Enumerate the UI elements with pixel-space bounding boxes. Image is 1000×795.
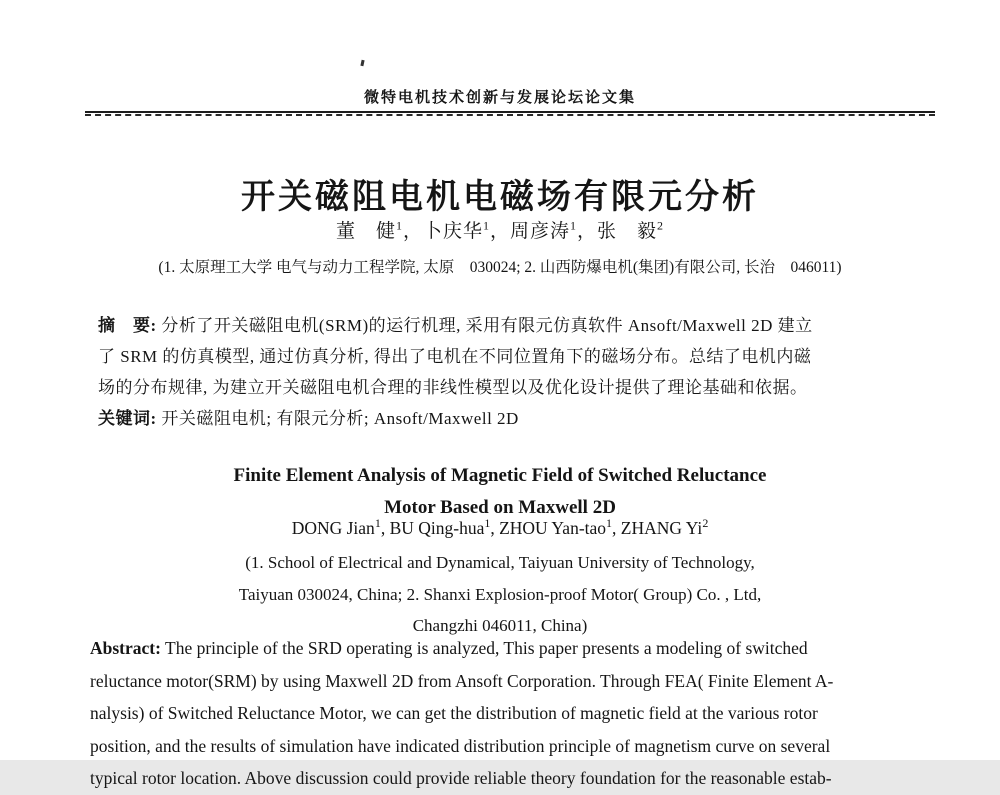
author-superscript: 2 (702, 516, 709, 530)
proceedings-header: 微特电机技术创新与发展论坛论文集 (363, 90, 636, 106)
authors-english (0, 516, 1000, 539)
abstract-label: 摘 要: (98, 316, 157, 335)
abstract-line: reluctance motor(SRM) by using Maxwell 2D from Ansoft Corporation. Through FEA( Finite Element A- (90, 670, 834, 691)
paper-title-chinese: 开关磁阻电机电磁场有限元分析 (241, 177, 759, 216)
keywords-text: 开关磁阻电机; 有限元分析; Ansoft/Maxwell 2D (161, 409, 519, 428)
author-name: ，周彦涛 (490, 221, 571, 242)
english-affiliation-line: (1. School of Electrical and Dynamical, Taiyuan University of Technology, (245, 553, 755, 572)
english-affiliation-line: Changzhi 046011, China) (412, 616, 588, 635)
english-affiliation-line: Taiyuan 030024, China; 2. Shanxi Explosion-proof Motor( Group) Co. , Ltd, (238, 584, 762, 604)
english-title-line: Motor Based on Maxwell 2D (384, 497, 616, 518)
author-name: ，卜庆华 (402, 221, 483, 242)
abstract-line: 了 SRM 的仿真模型, 通过仿真分析, 得出了电机在不同位置角下的磁场分布。总结了电机内磁 (98, 347, 812, 366)
abstract-line: position, and the results of simulation have indicated distribution principle of magnetism curve on several (90, 735, 831, 756)
abstract-text: 分析了开关磁阻电机(SRM)的运行机理, 采用有限元仿真软件 Ansoft/Maxwell 2D 建立 (161, 316, 813, 335)
author-superscript: 1 (484, 516, 491, 530)
abstract-english (90, 632, 922, 795)
english-title-line: Finite Element Analysis of Magnetic Field of Switched Reluctance (233, 465, 767, 486)
author-name: DONG Jian (291, 517, 375, 538)
author-name: , ZHANG Yi (612, 517, 703, 538)
abstract-line: 场的分布规律, 为建立开关磁阻电机合理的非线性模型以及优化设计提供了理论基础和依据。 (98, 378, 808, 397)
author-name: , ZHOU Yan-tao (490, 517, 607, 538)
author-name: , BU Qing-hua (380, 517, 485, 538)
author-name: 董 健 (335, 221, 396, 242)
author-name: ，张 毅 (577, 221, 658, 242)
scan-artifact-speck (360, 60, 364, 66)
abstract-text: The principle of the SRD operating is analyzed, This paper presents a modeling of switched (165, 638, 808, 658)
author-superscript: 1 (374, 516, 381, 530)
author-superscript: 1 (606, 516, 613, 530)
abstract-line (98, 310, 918, 341)
abstract-line: typical rotor location. Above discussion could provide reliable theory foundation for the reasonable estab- (90, 768, 832, 788)
abstract-chinese (98, 310, 918, 434)
abstract-line (90, 632, 922, 665)
author-superscript: 1 (483, 218, 490, 233)
header-divider-dashed-line (85, 114, 935, 116)
keywords-line (98, 403, 918, 434)
authors-chinese (0, 216, 1000, 243)
header-divider (85, 111, 935, 116)
header-divider-solid-line (85, 111, 935, 113)
paper-title-english (0, 460, 1000, 524)
author-superscript: 2 (657, 218, 665, 233)
author-superscript: 1 (395, 218, 403, 233)
affiliation-english (0, 547, 1000, 642)
abstract-line: nalysis) of Switched Reluctance Motor, we can get the distribution of magnetic field at the various rotor (90, 703, 818, 723)
abstract-label: Abstract: (90, 638, 161, 658)
affiliation-chinese: (1. 太原理工大学 电气与动力工程学院, 太原 030024; 2. 山西防爆电机(集团)有限公司, 长治 046011) (158, 259, 842, 276)
author-superscript: 1 (570, 218, 578, 233)
keywords-label: 关键词: (98, 409, 157, 428)
